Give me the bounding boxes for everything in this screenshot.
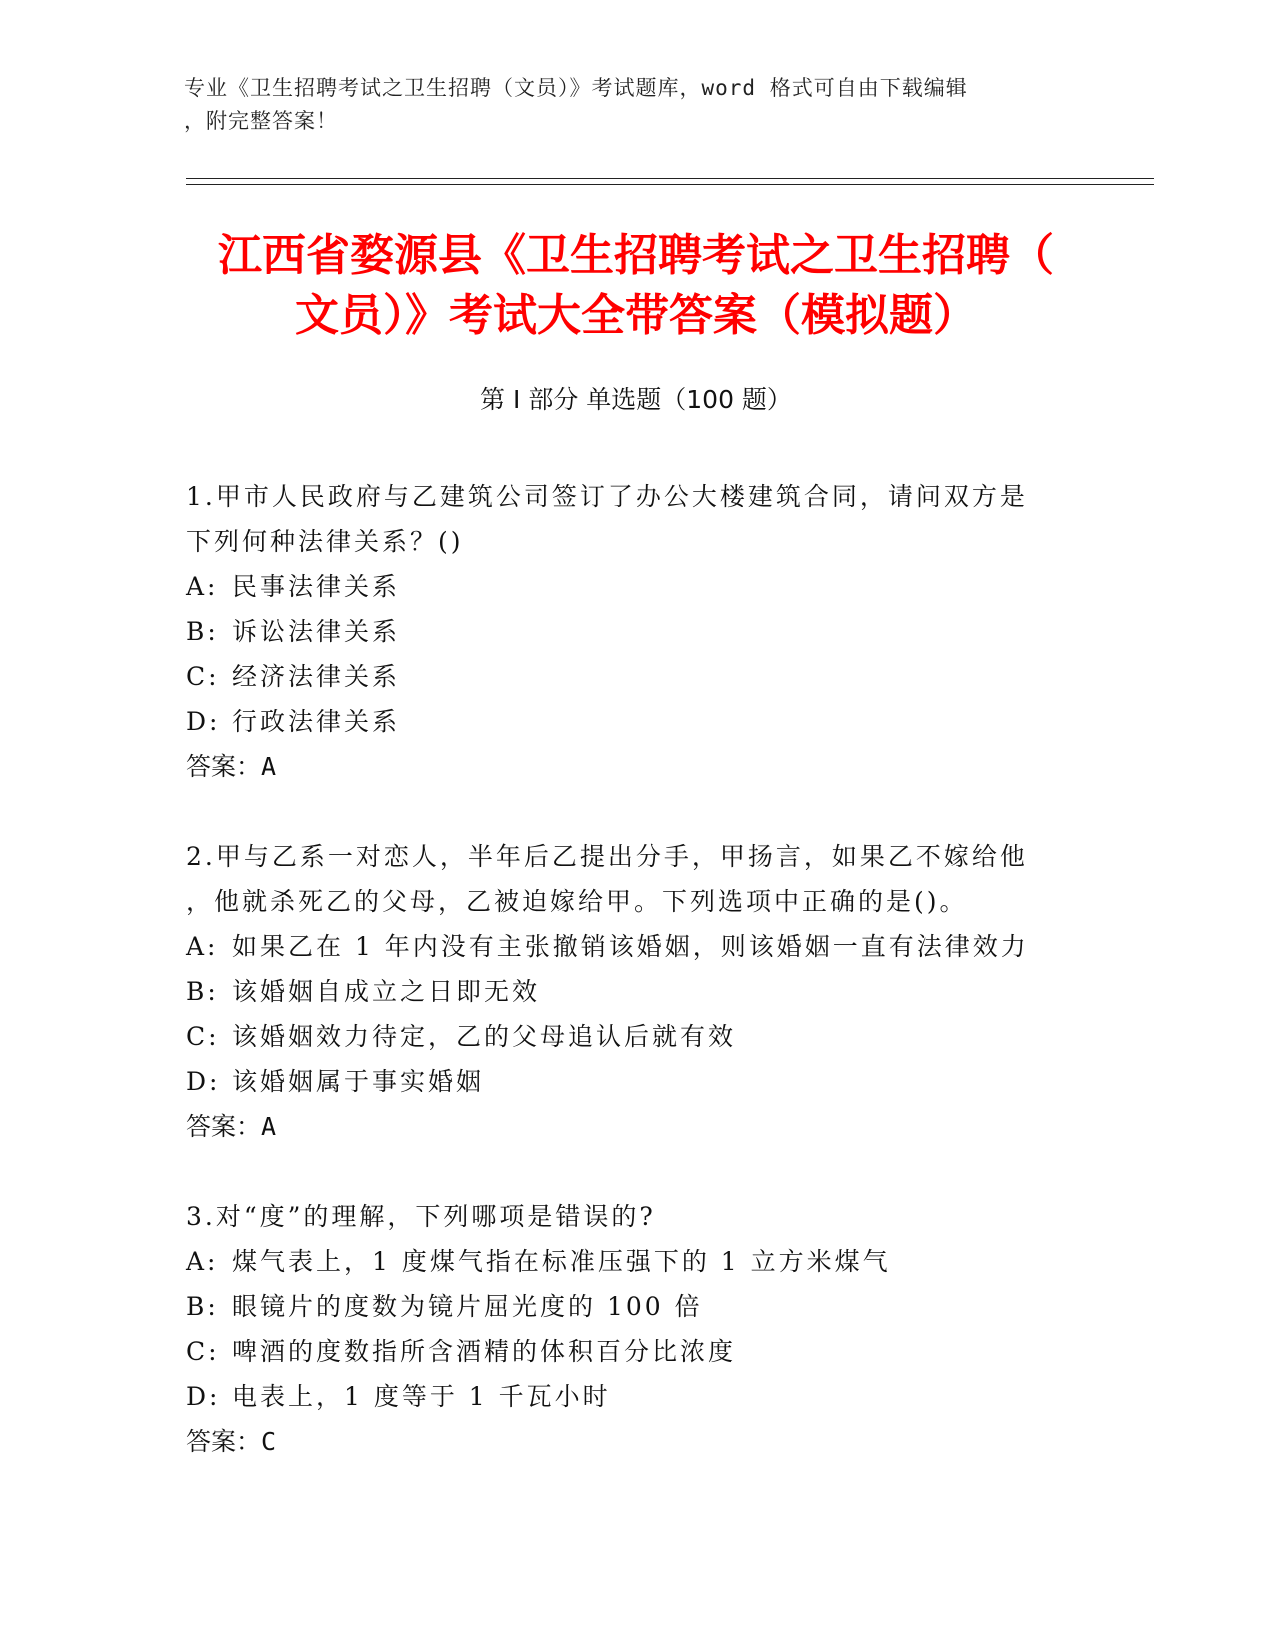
answer-line xyxy=(186,1104,1066,1149)
header-divider-bottom xyxy=(186,184,1154,185)
option-b xyxy=(186,609,1066,654)
option-key: B: xyxy=(186,977,219,1006)
option-text: 行政法律关系 xyxy=(232,707,401,736)
option-text: 民事法律关系 xyxy=(232,572,401,601)
question-stem xyxy=(186,1194,1066,1239)
question-stem-line: 1.甲市人民政府与乙建筑公司签订了办公大楼建筑合同，请问双方是 xyxy=(186,482,1028,511)
question-item xyxy=(186,1194,1066,1464)
option-a xyxy=(186,924,1066,969)
document-title-line-1: 江西省婺源县《卫生招聘考试之卫生招聘（ xyxy=(218,230,1054,281)
question-stem xyxy=(186,474,1066,564)
option-text: 经济法律关系 xyxy=(232,662,401,691)
question-stem-line: 3.对“度”的理解，下列哪项是错误的? xyxy=(186,1202,656,1231)
option-c xyxy=(186,1329,1066,1374)
header-divider-top xyxy=(186,178,1154,179)
option-key: D: xyxy=(186,707,221,736)
option-text: 该婚姻自成立之日即无效 xyxy=(232,977,541,1006)
answer-label: 答案： xyxy=(186,752,262,781)
option-d xyxy=(186,1374,1066,1419)
document-title xyxy=(186,226,1086,346)
question-stem-line: 2.甲与乙系一对恋人，半年后乙提出分手，甲扬言，如果乙不嫁给他 xyxy=(186,842,1028,871)
option-key: A: xyxy=(186,572,219,601)
question-stem-line: ，他就杀死乙的父母，乙被迫嫁给甲。下列选项中正确的是()。 xyxy=(186,887,968,916)
option-text: 眼镜片的度数为镜片屈光度的 100 倍 xyxy=(232,1292,703,1321)
option-d xyxy=(186,1059,1066,1104)
option-b xyxy=(186,969,1066,1014)
header-note xyxy=(184,72,1064,138)
option-text: 电表上，1 度等于 1 千瓦小时 xyxy=(232,1382,611,1411)
option-a xyxy=(186,564,1066,609)
answer-value: A xyxy=(261,752,277,781)
option-key: D: xyxy=(186,1382,221,1411)
option-c xyxy=(186,1014,1066,1059)
answer-value: A xyxy=(261,1112,277,1141)
question-stem xyxy=(186,834,1066,924)
option-text: 该婚姻效力待定，乙的父母追认后就有效 xyxy=(232,1022,737,1051)
option-text: 该婚姻属于事实婚姻 xyxy=(232,1067,485,1096)
option-key: B: xyxy=(186,617,219,646)
question-item xyxy=(186,474,1066,789)
document-title-line-2: 文员）》考试大全带答案（模拟题） xyxy=(295,290,977,341)
header-note-line-2: ，附完整答案！ xyxy=(184,109,338,133)
question-item xyxy=(186,834,1066,1149)
option-text: 如果乙在 1 年内没有主张撤销该婚姻，则该婚姻一直有法律效力 xyxy=(232,932,1029,961)
answer-label: 答案： xyxy=(186,1427,262,1456)
header-note-line-1: 专业《卫生招聘考试之卫生招聘（文员）》考试题库，word 格式可自由下载编辑 xyxy=(184,76,968,100)
option-key: A: xyxy=(186,1247,219,1276)
option-text: 煤气表上，1 度煤气指在标准压强下的 1 立方米煤气 xyxy=(232,1247,891,1276)
question-list xyxy=(186,474,1066,1464)
option-key: C: xyxy=(186,1022,220,1051)
option-key: C: xyxy=(186,662,220,691)
section-heading: 第 I 部分 单选题（100 题） xyxy=(480,385,792,414)
option-key: C: xyxy=(186,1337,220,1366)
option-key: B: xyxy=(186,1292,219,1321)
option-text: 诉讼法律关系 xyxy=(232,617,401,646)
answer-label: 答案： xyxy=(186,1112,262,1141)
option-d xyxy=(186,699,1066,744)
option-c xyxy=(186,654,1066,699)
option-key: D: xyxy=(186,1067,221,1096)
answer-value: C xyxy=(261,1427,277,1456)
question-stem-line: 下列何种法律关系？() xyxy=(186,527,464,556)
option-b xyxy=(186,1284,1066,1329)
option-text: 啤酒的度数指所含酒精的体积百分比浓度 xyxy=(232,1337,737,1366)
option-a xyxy=(186,1239,1066,1284)
option-key: A: xyxy=(186,932,219,961)
answer-line xyxy=(186,1419,1066,1464)
answer-line xyxy=(186,744,1066,789)
